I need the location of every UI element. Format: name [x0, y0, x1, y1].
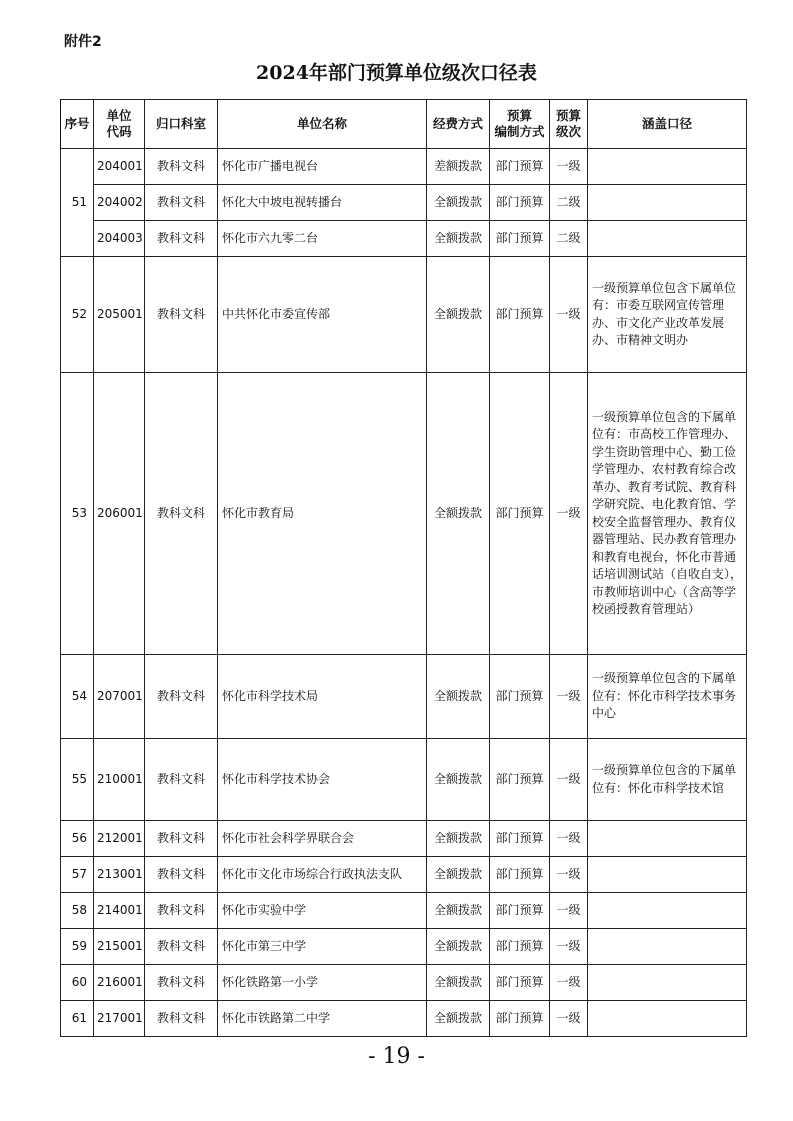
table-row — [61, 893, 747, 929]
cell-method: 部门预算 — [490, 821, 550, 857]
cell-dept: 教科文科 — [145, 149, 218, 185]
cell-coverage — [588, 893, 747, 929]
cell-name: 怀化铁路第一小学 — [218, 965, 427, 1001]
header-name: 单位名称 — [218, 100, 427, 149]
header-level — [550, 100, 588, 149]
cell-funding: 全额拨款 — [427, 739, 490, 821]
cell-method: 部门预算 — [490, 185, 550, 221]
table-row — [61, 739, 747, 821]
cell-seq: 54 — [61, 655, 94, 739]
cell-funding: 全额拨款 — [427, 929, 490, 965]
table-row — [61, 149, 747, 185]
cell-seq: 61 — [61, 1001, 94, 1037]
cell-funding: 全额拨款 — [427, 185, 490, 221]
table-row — [61, 1001, 747, 1037]
cell-level: 一级 — [550, 373, 588, 655]
page-number: - 19 - — [368, 1044, 425, 1069]
cell-name: 怀化市铁路第二中学 — [218, 1001, 427, 1037]
cell-code: 204003 — [94, 221, 145, 257]
document-title: 2024年部门预算单位级次口径表 — [256, 62, 537, 84]
cell-funding: 全额拨款 — [427, 373, 490, 655]
cell-method: 部门预算 — [490, 373, 550, 655]
cell-level: 二级 — [550, 221, 588, 257]
cell-seq: 56 — [61, 821, 94, 857]
cell-level: 一级 — [550, 1001, 588, 1037]
header-code-line2: 代码 — [106, 124, 132, 139]
cell-coverage — [588, 1001, 747, 1037]
table-row — [61, 821, 747, 857]
cell-level: 一级 — [550, 655, 588, 739]
cell-dept: 教科文科 — [145, 893, 218, 929]
cell-name: 中共怀化市委宣传部 — [218, 257, 427, 373]
cell-dept: 教科文科 — [145, 257, 218, 373]
header-level-line1: 预算 — [555, 108, 581, 123]
cell-seq: 51 — [61, 149, 94, 257]
cell-name: 怀化市科学技术局 — [218, 655, 427, 739]
table-row — [61, 929, 747, 965]
table-row — [61, 655, 747, 739]
cell-code: 206001 — [94, 373, 145, 655]
cell-name: 怀化市第三中学 — [218, 929, 427, 965]
cell-code: 204001 — [94, 149, 145, 185]
cell-name: 怀化市实验中学 — [218, 893, 427, 929]
cell-coverage — [588, 821, 747, 857]
cell-level: 二级 — [550, 185, 588, 221]
cell-name: 怀化市六九零二台 — [218, 221, 427, 257]
cell-code: 215001 — [94, 929, 145, 965]
cell-dept: 教科文科 — [145, 857, 218, 893]
cell-code: 216001 — [94, 965, 145, 1001]
table-row — [61, 257, 747, 373]
cell-funding: 全额拨款 — [427, 965, 490, 1001]
cell-method: 部门预算 — [490, 1001, 550, 1037]
cell-coverage: 一级预算单位包含的下属单位有：怀化市科学技术事务中心 — [588, 655, 747, 739]
cell-coverage: 一级预算单位包含下属单位有：市委互联网宣传管理办、市文化产业改革发展办、市精神文明办 — [588, 257, 747, 373]
cell-dept: 教科文科 — [145, 1001, 218, 1037]
header-method-line1: 预算 — [506, 108, 532, 123]
cell-seq: 58 — [61, 893, 94, 929]
cell-method: 部门预算 — [490, 221, 550, 257]
cell-funding: 全额拨款 — [427, 1001, 490, 1037]
cell-coverage — [588, 965, 747, 1001]
cell-coverage — [588, 149, 747, 185]
cell-code: 207001 — [94, 655, 145, 739]
cell-method: 部门预算 — [490, 893, 550, 929]
cell-funding: 全额拨款 — [427, 893, 490, 929]
cell-level: 一级 — [550, 857, 588, 893]
cell-level: 一级 — [550, 149, 588, 185]
cell-name: 怀化市科学技术协会 — [218, 739, 427, 821]
cell-dept: 教科文科 — [145, 821, 218, 857]
cell-name: 怀化大中坡电视转播台 — [218, 185, 427, 221]
cell-code: 217001 — [94, 1001, 145, 1037]
table-header-row — [61, 100, 747, 149]
cell-method: 部门预算 — [490, 257, 550, 373]
cell-code: 204002 — [94, 185, 145, 221]
header-seq: 序号 — [61, 100, 94, 149]
header-code-line1: 单位 — [106, 108, 132, 123]
cell-method: 部门预算 — [490, 655, 550, 739]
cell-seq: 53 — [61, 373, 94, 655]
cell-dept: 教科文科 — [145, 965, 218, 1001]
cell-coverage — [588, 857, 747, 893]
cell-level: 一级 — [550, 965, 588, 1001]
cell-name: 怀化市广播电视台 — [218, 149, 427, 185]
cell-funding: 差额拨款 — [427, 149, 490, 185]
cell-dept: 教科文科 — [145, 655, 218, 739]
annex-label: 附件2 — [64, 34, 102, 50]
cell-code: 210001 — [94, 739, 145, 821]
cell-code: 214001 — [94, 893, 145, 929]
cell-name: 怀化市教育局 — [218, 373, 427, 655]
cell-level: 一级 — [550, 893, 588, 929]
cell-coverage: 一级预算单位包含的下属单位有：怀化市科学技术馆 — [588, 739, 747, 821]
cell-coverage — [588, 221, 747, 257]
cell-level: 一级 — [550, 739, 588, 821]
cell-seq: 52 — [61, 257, 94, 373]
cell-dept: 教科文科 — [145, 185, 218, 221]
cell-method: 部门预算 — [490, 149, 550, 185]
cell-method: 部门预算 — [490, 739, 550, 821]
header-dept: 归口科室 — [145, 100, 218, 149]
header-coverage: 涵盖口径 — [588, 100, 747, 149]
table-row — [61, 373, 747, 655]
table-row — [61, 965, 747, 1001]
cell-name: 怀化市社会科学界联合会 — [218, 821, 427, 857]
cell-funding: 全额拨款 — [427, 257, 490, 373]
header-level-line2: 级次 — [555, 124, 581, 139]
header-method-line2: 编制方式 — [494, 124, 545, 139]
table-row — [61, 857, 747, 893]
cell-level: 一级 — [550, 257, 588, 373]
cell-name: 怀化市文化市场综合行政执法支队 — [218, 857, 427, 893]
cell-funding: 全额拨款 — [427, 857, 490, 893]
cell-seq: 57 — [61, 857, 94, 893]
header-funding: 经费方式 — [427, 100, 490, 149]
table-row — [61, 221, 747, 257]
header-method — [490, 100, 550, 149]
cell-coverage — [588, 185, 747, 221]
cell-code: 213001 — [94, 857, 145, 893]
cell-coverage: 一级预算单位包含的下属单位有：市高校工作管理办、学生资助管理中心、勤工俭学管理办、农村教育综合改革办、教育考试院、教育科学研究院、电化教育馆、学校安全监督管理办、教育仪器管理站、民办教育管理办和教育电视台，怀化市普通话培训测试站（自收自支），市教师培训中心（含高等学校函授教育管理站） — [588, 373, 747, 655]
cell-funding: 全额拨款 — [427, 821, 490, 857]
table-row — [61, 185, 747, 221]
cell-code: 212001 — [94, 821, 145, 857]
cell-dept: 教科文科 — [145, 373, 218, 655]
cell-dept: 教科文科 — [145, 739, 218, 821]
cell-method: 部门预算 — [490, 857, 550, 893]
header-code — [94, 100, 145, 149]
cell-seq: 55 — [61, 739, 94, 821]
cell-level: 一级 — [550, 929, 588, 965]
cell-method: 部门预算 — [490, 965, 550, 1001]
cell-seq: 59 — [61, 929, 94, 965]
cell-funding: 全额拨款 — [427, 655, 490, 739]
cell-method: 部门预算 — [490, 929, 550, 965]
cell-dept: 教科文科 — [145, 221, 218, 257]
budget-level-table — [60, 99, 747, 1037]
cell-seq: 60 — [61, 965, 94, 1001]
cell-funding: 全额拨款 — [427, 221, 490, 257]
cell-code: 205001 — [94, 257, 145, 373]
cell-dept: 教科文科 — [145, 929, 218, 965]
cell-level: 一级 — [550, 821, 588, 857]
cell-coverage — [588, 929, 747, 965]
